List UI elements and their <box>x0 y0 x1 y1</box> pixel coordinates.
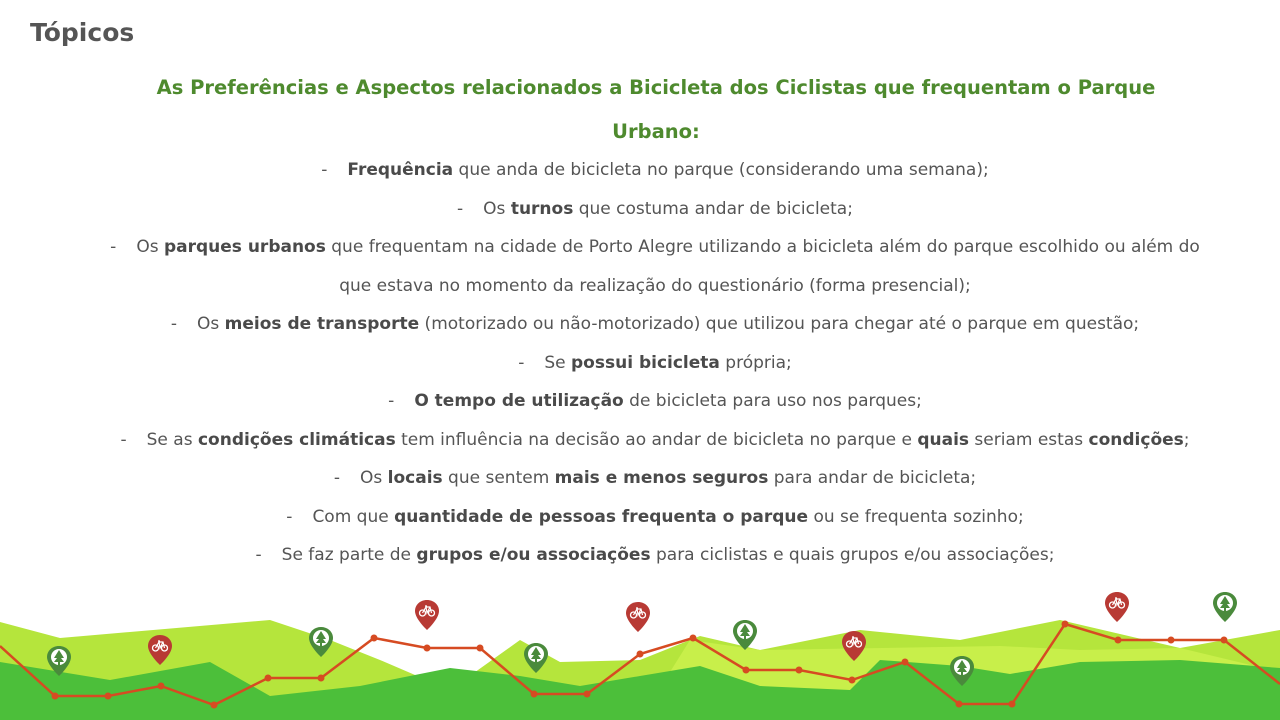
slide-title: Tópicos <box>30 18 135 47</box>
bullet-dash: - <box>286 506 293 527</box>
topic-keyword: O tempo de utilização <box>414 391 624 411</box>
topic-item <box>95 421 1215 460</box>
bullet-dash: - <box>120 429 127 450</box>
topic-keyword: meios de transporte <box>224 314 420 334</box>
topic-text: Os <box>197 314 225 334</box>
topic-keyword: turnos <box>510 198 574 219</box>
bullet-dash: - <box>457 198 464 219</box>
bike-pin-icon <box>1105 592 1129 622</box>
topic-text: para ciclistas e quais grupos e/ou associações; <box>650 545 1055 565</box>
topic-text: para andar de bicicleta; <box>768 468 977 488</box>
topic-text: própria; <box>719 352 792 373</box>
topic-keyword: condições <box>1088 429 1184 450</box>
landscape-illustration <box>0 590 1280 720</box>
topic-keyword: locais <box>387 468 443 488</box>
topic-text: que costuma andar de bicicleta; <box>573 198 853 219</box>
topic-text: que sentem <box>442 468 555 488</box>
topics-list <box>95 151 1215 575</box>
topic-text: Os <box>483 198 511 219</box>
topic-text: Os <box>359 468 388 488</box>
topic-item <box>95 536 1215 575</box>
topic-item <box>95 228 1215 305</box>
bullet-dash: - <box>388 391 395 411</box>
bullet-dash: - <box>170 314 177 334</box>
slide-subtitle: As Preferências e Aspectos relacionados a Bicicleta dos Ciclistas que frequentam o Parque Urbano: <box>156 76 1156 143</box>
topic-text: Se as <box>146 429 198 450</box>
topic-text: Os <box>136 237 164 257</box>
topic-text: Se <box>544 352 572 373</box>
topic-keyword: condições climáticas <box>197 429 396 450</box>
bullet-dash: - <box>110 237 117 257</box>
topic-item <box>95 498 1215 537</box>
topic-item <box>95 151 1215 190</box>
topic-item <box>95 382 1215 421</box>
bike-pin-icon <box>415 600 439 630</box>
topic-text: que anda de bicicleta no parque (considerando uma semana); <box>453 160 989 180</box>
bike-pin-icon <box>626 602 650 632</box>
topic-item <box>95 344 1215 383</box>
topic-item <box>95 459 1215 498</box>
topic-item <box>95 305 1215 344</box>
topic-keyword: grupos e/ou associações <box>416 545 651 565</box>
topic-text: tem influência na decisão ao andar de bicicleta no parque e <box>395 429 918 450</box>
tree-pin-icon <box>1213 592 1237 622</box>
topic-keyword: quais <box>917 429 970 450</box>
topic-text: ; <box>1183 429 1190 450</box>
topic-keyword: mais e menos seguros <box>554 468 769 488</box>
bullet-dash: - <box>333 468 340 488</box>
topic-text: (motorizado ou não-motorizado) que utilizou para chegar até o parque em questão; <box>419 314 1140 334</box>
bullet-dash: - <box>321 160 328 180</box>
topic-keyword: parques urbanos <box>163 237 326 257</box>
topic-text: de bicicleta para uso nos parques; <box>623 391 922 411</box>
topic-keyword: possui bicicleta <box>571 352 720 373</box>
topic-text: Com que <box>312 506 395 527</box>
bullet-dash: - <box>518 352 525 373</box>
topic-item <box>95 190 1215 229</box>
topic-text: que frequentam na cidade de Porto Alegre utilizando a bicicleta além do parque escolhido ou além do que estava no momento da realização do questionário (forma presencial); <box>325 237 1200 296</box>
bullet-dash: - <box>255 545 262 565</box>
topic-text: ou se frequenta sozinho; <box>808 506 1024 527</box>
topic-text: seriam estas <box>969 429 1089 450</box>
topic-keyword: quantidade de pessoas frequenta o parque <box>394 506 809 527</box>
topic-keyword: Frequência <box>347 160 454 180</box>
topic-text: Se faz parte de <box>281 545 417 565</box>
